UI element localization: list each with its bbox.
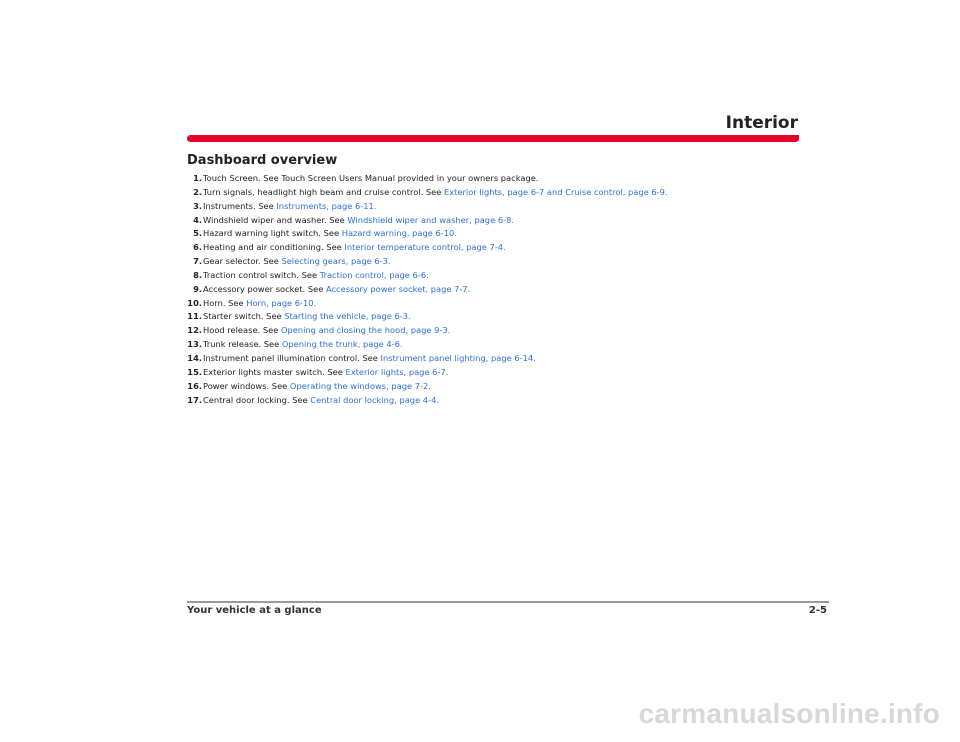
list-item [187,324,668,338]
item-link[interactable]: Opening and closing the hood, page 9-3. [280,325,451,336]
item-number: 7. [193,256,202,267]
list-item [187,352,668,366]
footer-page-number: 2-5 [808,605,827,616]
list-item [187,214,668,228]
footer-divider [187,601,829,603]
list-item [187,338,668,352]
item-link[interactable]: Exterior lights, page 6-7. [345,366,449,377]
item-link[interactable]: Instrument panel lighting, page 6-14. [380,352,536,363]
list-item [187,380,668,394]
item-link[interactable]: Starting the vehicle, page 6-3. [284,311,411,322]
item-number: 11. [187,311,202,322]
header-accent-bar [187,135,799,142]
item-number: 2. [193,186,202,197]
item-text: Heating and air conditioning. See [203,242,345,253]
item-link[interactable]: Exterior lights, page 6-7 and Cruise control, page 6-9. [444,186,668,197]
list-item [187,297,668,311]
item-text: Horn. See [203,297,247,308]
item-text: Windshield wiper and washer. See [203,214,348,225]
item-text: Gear selector. See [203,256,282,267]
list-item [187,255,668,269]
item-link[interactable]: Operating the windows, page 7-2. [289,380,431,391]
item-text: Exterior lights master switch. See [203,366,346,377]
item-number: 15. [187,366,202,377]
list-item [187,200,668,214]
list-item [187,394,668,408]
item-link[interactable]: Horn, page 6-10. [246,297,317,308]
item-number: 14. [187,352,202,363]
watermark-text: carmanualsonline.info [638,698,940,729]
item-number: 6. [193,242,202,253]
page-title: Interior [725,113,798,133]
item-number: 12. [187,325,202,336]
item-link[interactable]: Selecting gears, page 6-3. [281,256,391,267]
item-link[interactable]: Accessory power socket, page 7-7. [325,283,471,294]
item-number: 9. [193,283,202,294]
item-number: 4. [193,214,202,225]
section-heading: Dashboard overview [187,153,338,168]
item-number: 13. [187,339,202,350]
list-item [187,269,668,283]
item-text: Turn signals, headlight high beam and cruise control. See [203,186,445,197]
item-link[interactable]: Interior temperature control, page 7-4. [344,242,506,253]
item-link[interactable]: Central door locking, page 4-4. [310,394,439,405]
item-text: Traction control switch. See [203,269,320,280]
item-link[interactable]: Opening the trunk, page 4-6. [281,339,403,350]
item-number: 10. [187,297,202,308]
item-text: Instruments. See [203,200,277,211]
item-link[interactable]: Hazard warning, page 6-10. [341,228,457,239]
item-text: Accessory power socket. See [203,283,326,294]
list-item [187,186,668,200]
list-item [187,227,668,241]
item-text: Instrument panel illumination control. See [203,352,381,363]
item-text: Power windows. See [203,380,290,391]
list-item [187,283,668,297]
footer-chapter-title: Your vehicle at a glance [187,605,322,616]
list-item [187,172,668,186]
item-number: 17. [187,394,202,405]
list-item [187,241,668,255]
item-number: 1. [193,173,202,183]
item-number: 3. [193,200,202,211]
list-item [187,310,668,324]
item-number: 5. [193,228,202,239]
item-number: 16. [187,380,202,391]
item-text: Trunk release. See [203,339,282,350]
item-link[interactable]: Windshield wiper and washer, page 6-8. [347,214,515,225]
list-item [187,366,668,380]
dashboard-items-list [187,172,668,407]
item-text: Touch Screen. See Touch Screen Users Manual provided in your owners package. [203,173,539,183]
item-text: Central door locking. See [203,394,311,405]
item-text: Starter switch. See [203,311,285,322]
item-text: Hazard warning light switch. See [203,228,342,239]
item-number: 8. [193,269,202,280]
item-link[interactable]: Instruments, page 6-11. [276,200,377,211]
item-link[interactable]: Traction control, page 6-6. [319,269,429,280]
item-text: Hood release. See [203,325,281,336]
